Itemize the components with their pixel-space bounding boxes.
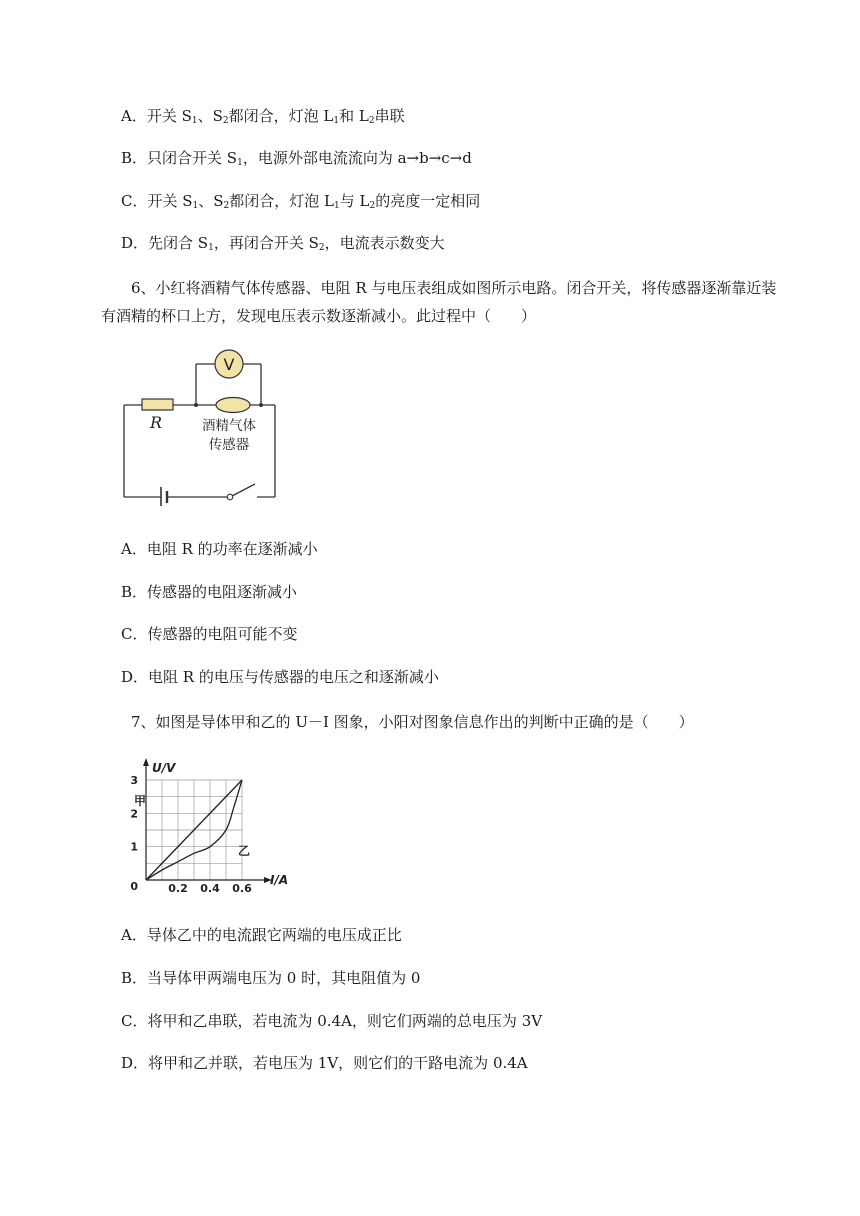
q7-option-b: B．当导体甲两端电压为 0 时，其电阻值为 0 [121,969,421,987]
y-tick-label: 2 [130,807,138,821]
y-tick-label: 3 [130,774,138,787]
series-label-yi: 乙 [238,844,251,858]
sensor-label-line1: 酒精气体 [202,418,256,434]
x-tick-label: 0.6 [232,882,252,894]
series-label-jia: 甲 [134,794,147,808]
q5-option-c: C．开关 $S_1$、$S_2$都闭合，灯泡 $L_1$与 $L_2$的亮度一定相同 [121,192,481,211]
y-axis-label: U/V [152,761,176,775]
q6-stem: 6、小红将酒精气体传感器、电阻 R 与电压表组成如图所示电路。闭合开关，将传感器逐渐靠近装 有酒精的杯口上方，发现电压表示数逐渐减小。此过程中（ ） [101,279,777,325]
x-tick-label: 0.2 [168,882,188,894]
q6-circuit-diagram [118,346,288,506]
y-axis-arrow [143,758,149,766]
q7-option-d: D．将甲和乙并联，若电压为 1V，则它们的干路电流为 0.4A [121,1054,528,1072]
resistor-r [142,399,173,410]
switch-pivot [227,494,233,500]
q7-option-a: A．导体乙中的电流跟它两端的电压成正比 [121,926,402,944]
origin-label: 0 [130,880,138,893]
q5-option-d: D．先闭合 $S_1$，再闭合开关 $S_2$，电流表示数变大 [121,234,445,253]
x-axis-label: I/A [270,873,289,887]
q6-option-a: A．电阻 R 的功率在逐渐减小 [121,540,318,558]
q7-stem: 7、如图是导体甲和乙的 U－I 图象，小阳对图象信息作出的判断中正确的是（ ） [131,713,694,731]
resistor-label: R [149,413,163,432]
q5-option-b: B．只闭合开关 $S_1$，电源外部电流流向为 a→b→c→d [121,149,472,168]
q7-ui-chart [124,752,294,894]
y-tick-label: 1 [130,840,138,854]
voltmeter-label: V [223,355,235,374]
q6-option-b: B．传感器的电阻逐渐减小 [121,583,298,601]
q6-option-d: D．电阻 R 的电压与传感器的电压之和逐渐减小 [121,668,439,686]
q5-option-a: A．开关 $S_1$、$S_2$都闭合，灯泡 $L_1$和 $L_2$串联 [121,107,405,126]
q7-option-c: C．将甲和乙串联，若电流为 0.4A，则它们两端的总电压为 3V [121,1012,543,1030]
alcohol-sensor [216,398,250,413]
x-tick-label: 0.4 [200,882,220,894]
q6-option-c: C．传感器的电阻可能不变 [121,625,298,643]
sensor-label-line2: 传感器 [208,437,250,453]
